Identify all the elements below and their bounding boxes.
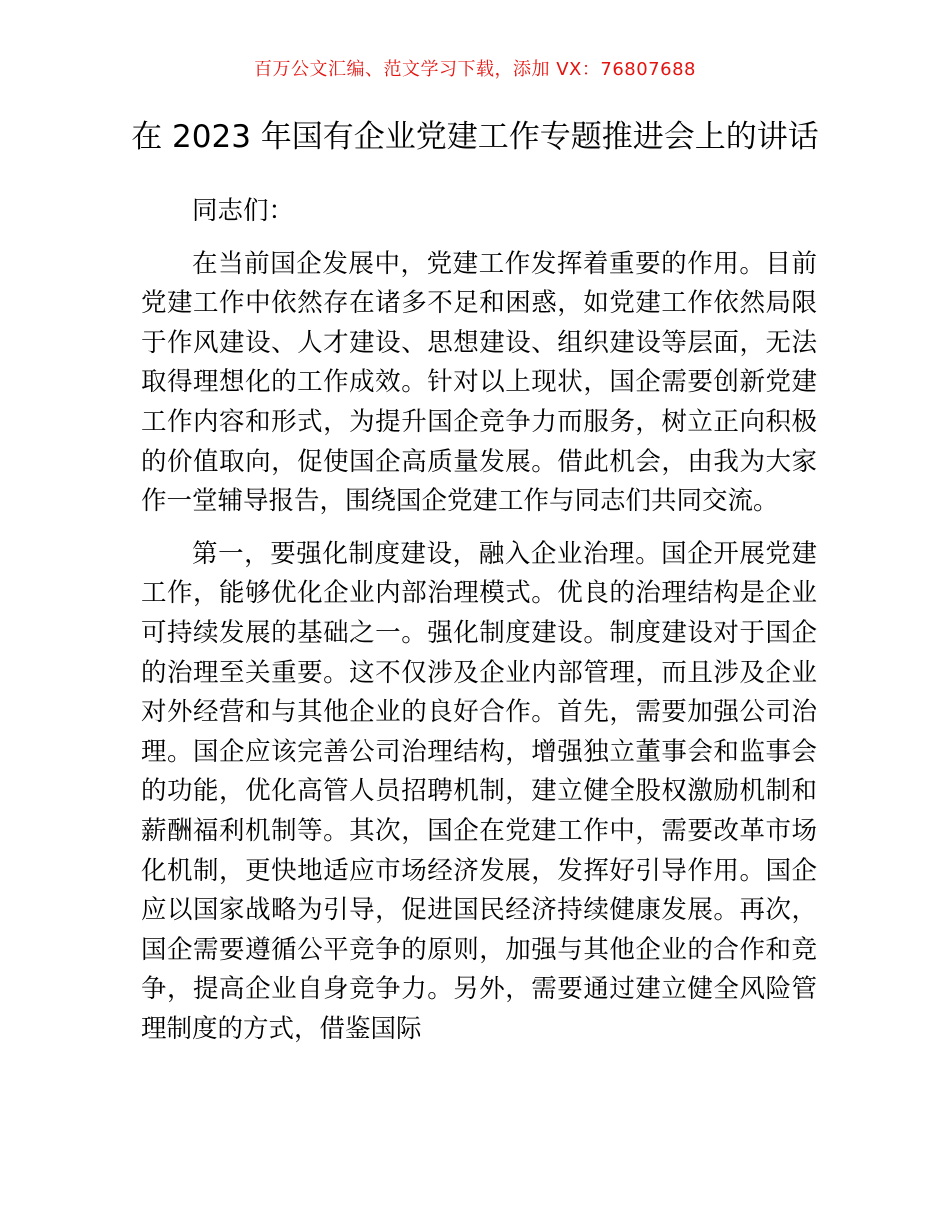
document-title: 在 2023 年国有企业党建工作专题推进会上的讲话 [131,119,819,155]
paragraph-first-point: 第一，要强化制度建设，融入企业治理。国企开展党建工作，能够优化企业内部治理模式。优良的治理结构是企业可持续发展的基础之一。强化制度建设。制度建设对于国企的治理至关重要。这不仅涉及企业内部管理，而且涉及企业对外经营和与其他企业的良好合作。首先，需要加强公司治理。国企应该完善公司治理结构，增强独立董事会和监事会的功能，优化高管人员招聘机制，建立健全股权激励机制和薪酬福利机制等。其次，国企在党建工作中，需要改革市场化机制，更快地适应市场经济发展，发挥好引导作用。国企应以国家战略为引导，促进国民经济持续健康发展。再次，国企需要遵循公平竞争的原则，加强与其他企业的合作和竞争，提高企业自身竞争力。另外，需要通过建立健全风险管理制度的方式，借鉴国际 [141,538,817,1044]
salutation: 同志们： [192,196,295,226]
header-notice: 百万公文汇编、范文学习下载，添加 VX：76807688 [254,59,696,80]
paragraph-intro: 在当前国企发展中，党建工作发挥着重要的作用。目前党建工作中依然存在诸多不足和困惑，如党建工作依然局限于作风建设、人才建设、思想建设、组织建设等层面，无法取得理想化的工作成效。针对以上现状，国企需要创新党建工作内容和形式，为提升国企竞争力而服务，树立正向积极的价值取向，促使国企高质量发展。借此机会，由我为大家作一堂辅导报告，围绕国企党建工作与同志们共同交流。 [141,248,817,517]
document-body [141,192,817,1062]
